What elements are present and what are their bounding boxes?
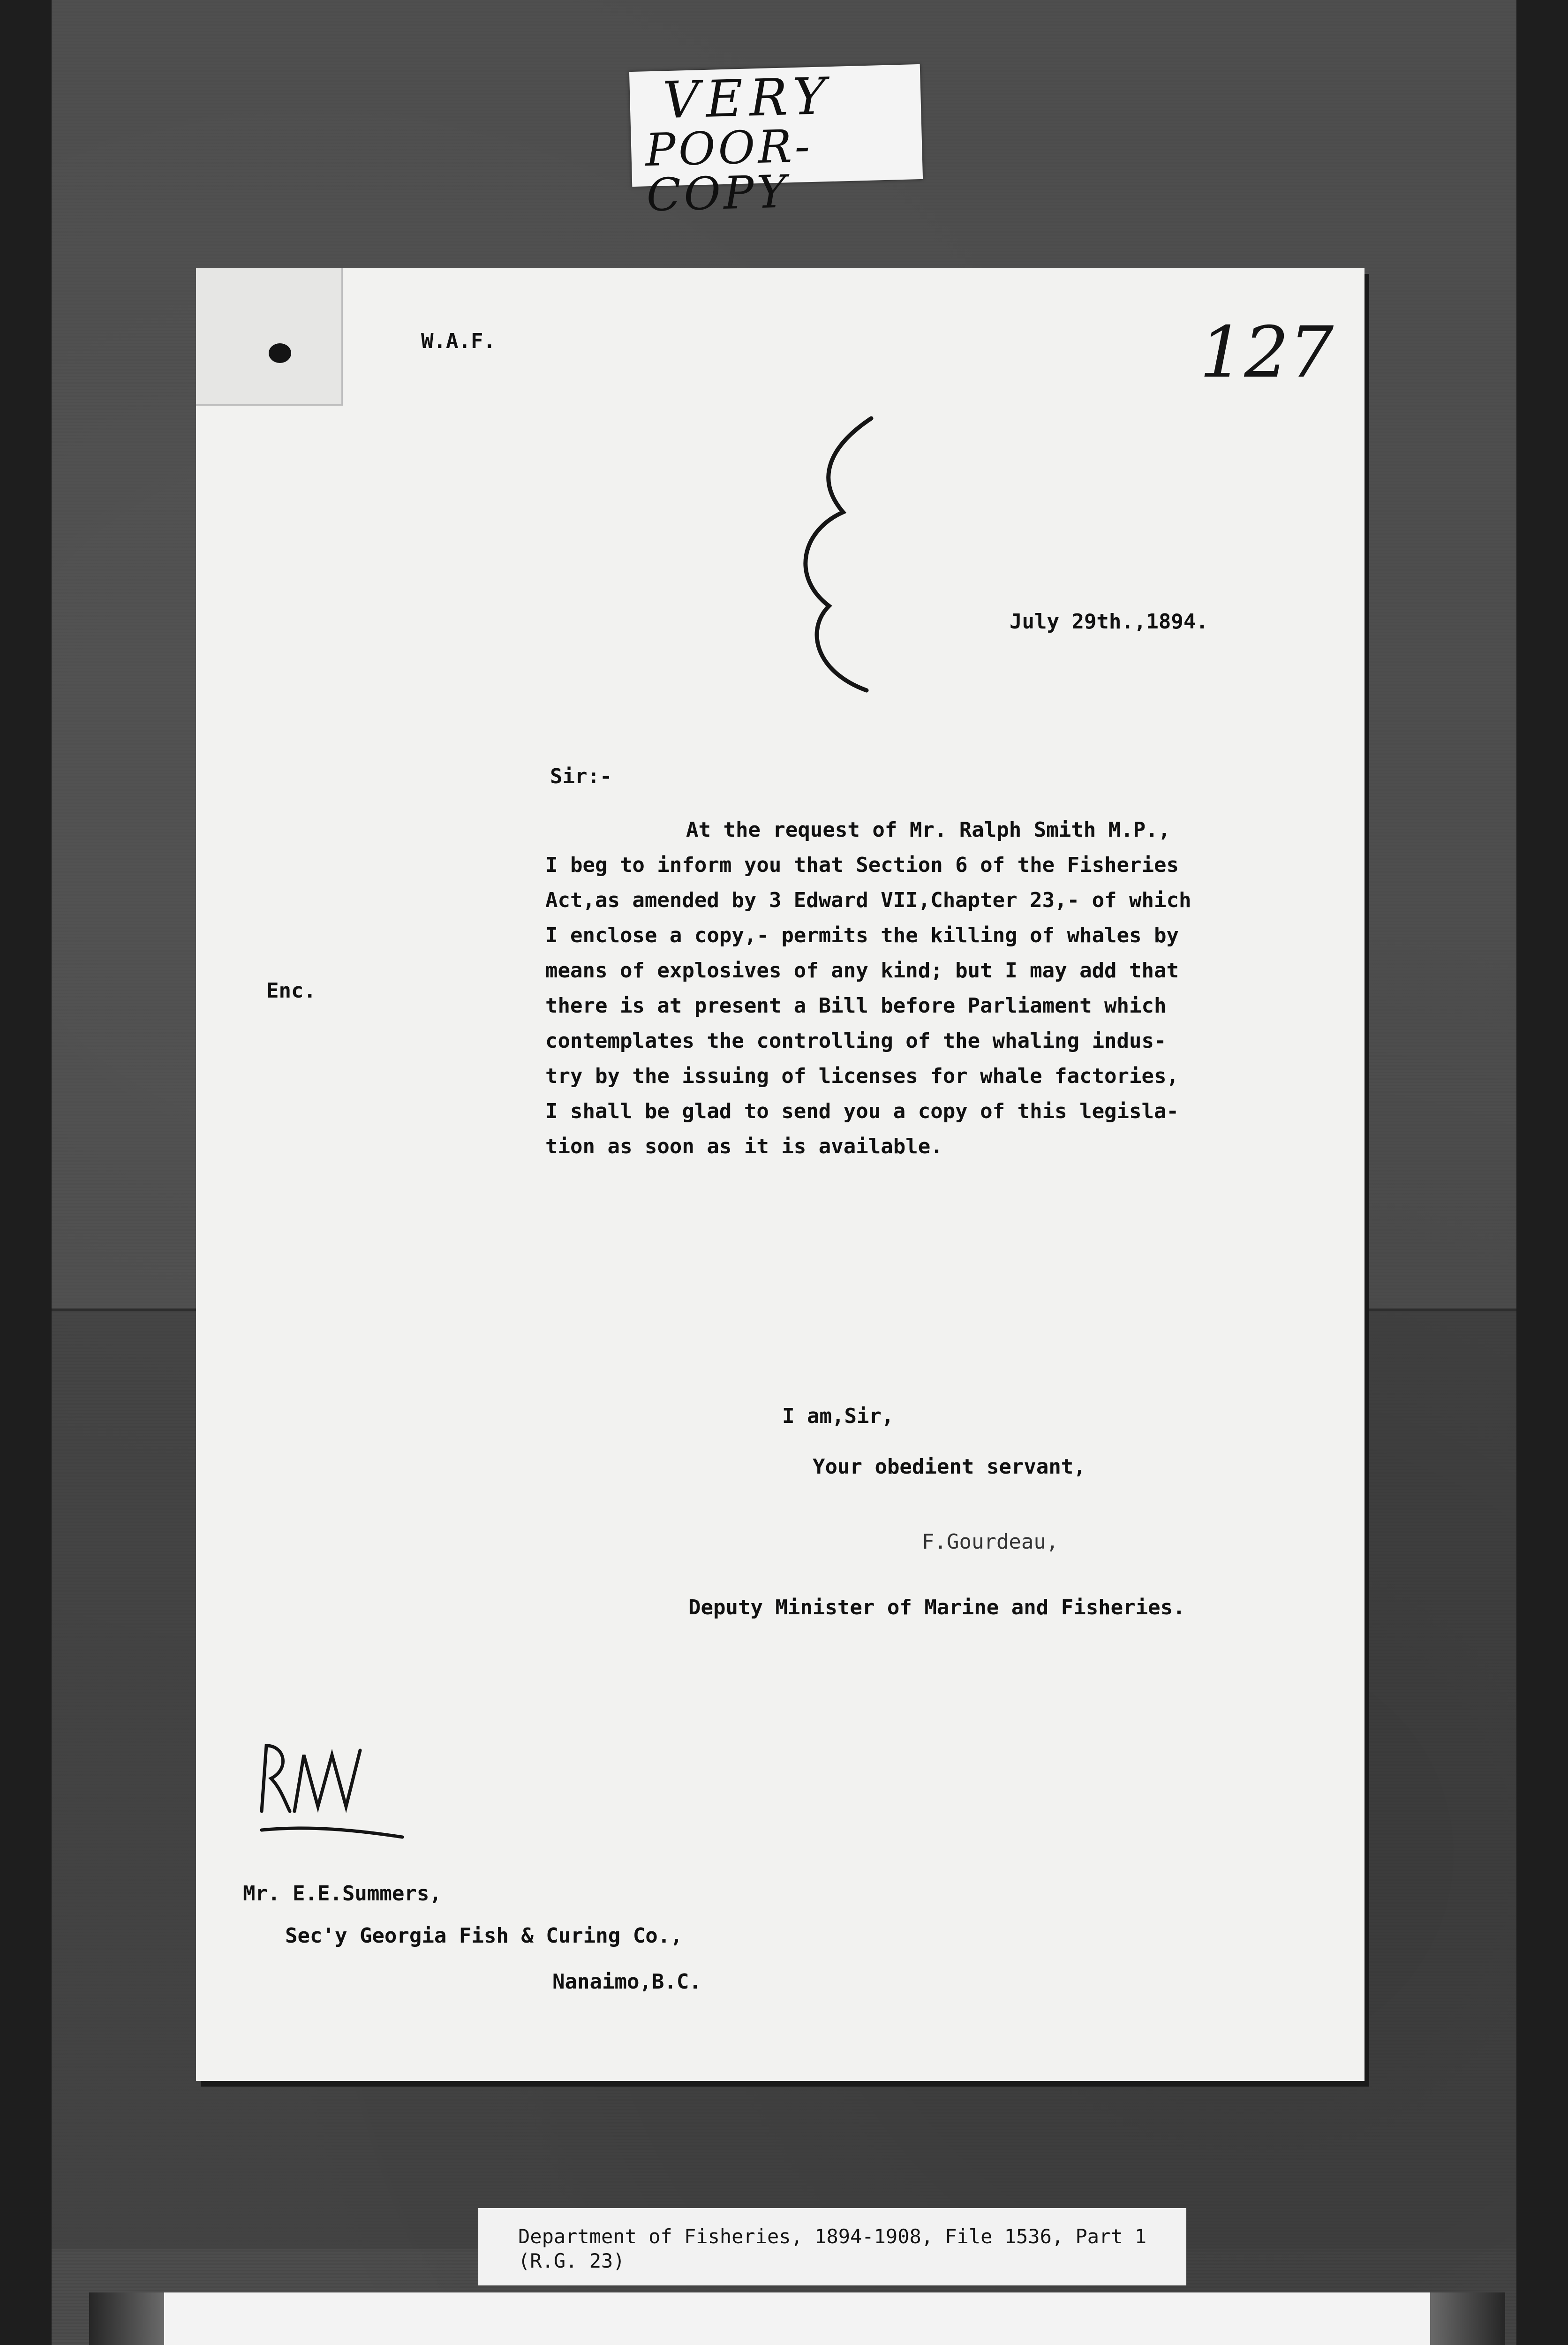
folio-number: 127 (1199, 312, 1334, 393)
closing-line2: Your obedient servant, (813, 1455, 1086, 1479)
ink-blot-icon (269, 343, 291, 363)
body-line: try by the issuing of licenses for whale factories, (545, 1064, 1179, 1088)
body-line: tion as soon as it is available. (545, 1135, 943, 1158)
body-line: I enclose a copy,- permits the killing of whales by (545, 923, 1179, 947)
addressee-org: Sec'y Georgia Fish & Curing Co., (285, 1924, 683, 1948)
signer-title: Deputy Minister of Marine and Fisheries. (688, 1596, 1185, 1619)
letter-initials: W.A.F. (421, 329, 496, 353)
body-line: Act,as amended by 3 Edward VII,Chapter 23,- of which (545, 888, 1191, 912)
card-edge-right (1430, 2292, 1505, 2345)
card-edge-left (89, 2292, 164, 2345)
body-line: means of explosives of any kind; but I may add that (545, 959, 1179, 983)
archive-caption (478, 2208, 1186, 2285)
quality-note-label (629, 64, 923, 222)
letter-body (545, 812, 1324, 1164)
addressee-place: Nanaimo,B.C. (552, 1970, 701, 1994)
signer-name: F.Gourdeau, (922, 1530, 1059, 1554)
addressee-name: Mr. E.E.Summers, (243, 1882, 442, 1906)
handwritten-mark-icon (773, 409, 895, 728)
body-line: there is at present a Bill before Parliament which (545, 994, 1167, 1018)
body-line: I beg to inform you that Section 6 of the Fisheries (545, 853, 1179, 877)
quality-note-line1: VERY (662, 67, 834, 130)
letter-date: July 29th.,1894. (1010, 610, 1208, 634)
closing-line1: I am,Sir, (782, 1404, 894, 1428)
letter-sheet (196, 268, 1364, 2081)
film-frame-right (1516, 0, 1568, 2345)
enclosure-note: Enc. (266, 979, 316, 1003)
letter-salutation: Sir:- (550, 764, 612, 788)
caption-line1: Department of Fisheries, 1894-1908, File 1536, Part 1 (518, 2225, 1147, 2248)
archive-card (159, 2292, 1435, 2345)
body-line: At the request of Mr. Ralph Smith M.P., (686, 818, 1171, 842)
handwritten-initials-icon (252, 1736, 407, 1839)
film-frame-left (0, 0, 52, 2345)
caption-line2: (R.G. 23) (518, 2249, 625, 2272)
body-line: I shall be glad to send you a copy of this legisla- (545, 1099, 1179, 1123)
corner-stamp (196, 268, 343, 406)
quality-note-line2: POOR-COPY (644, 119, 814, 222)
body-line: contemplates the controlling of the whaling indus- (545, 1029, 1167, 1053)
